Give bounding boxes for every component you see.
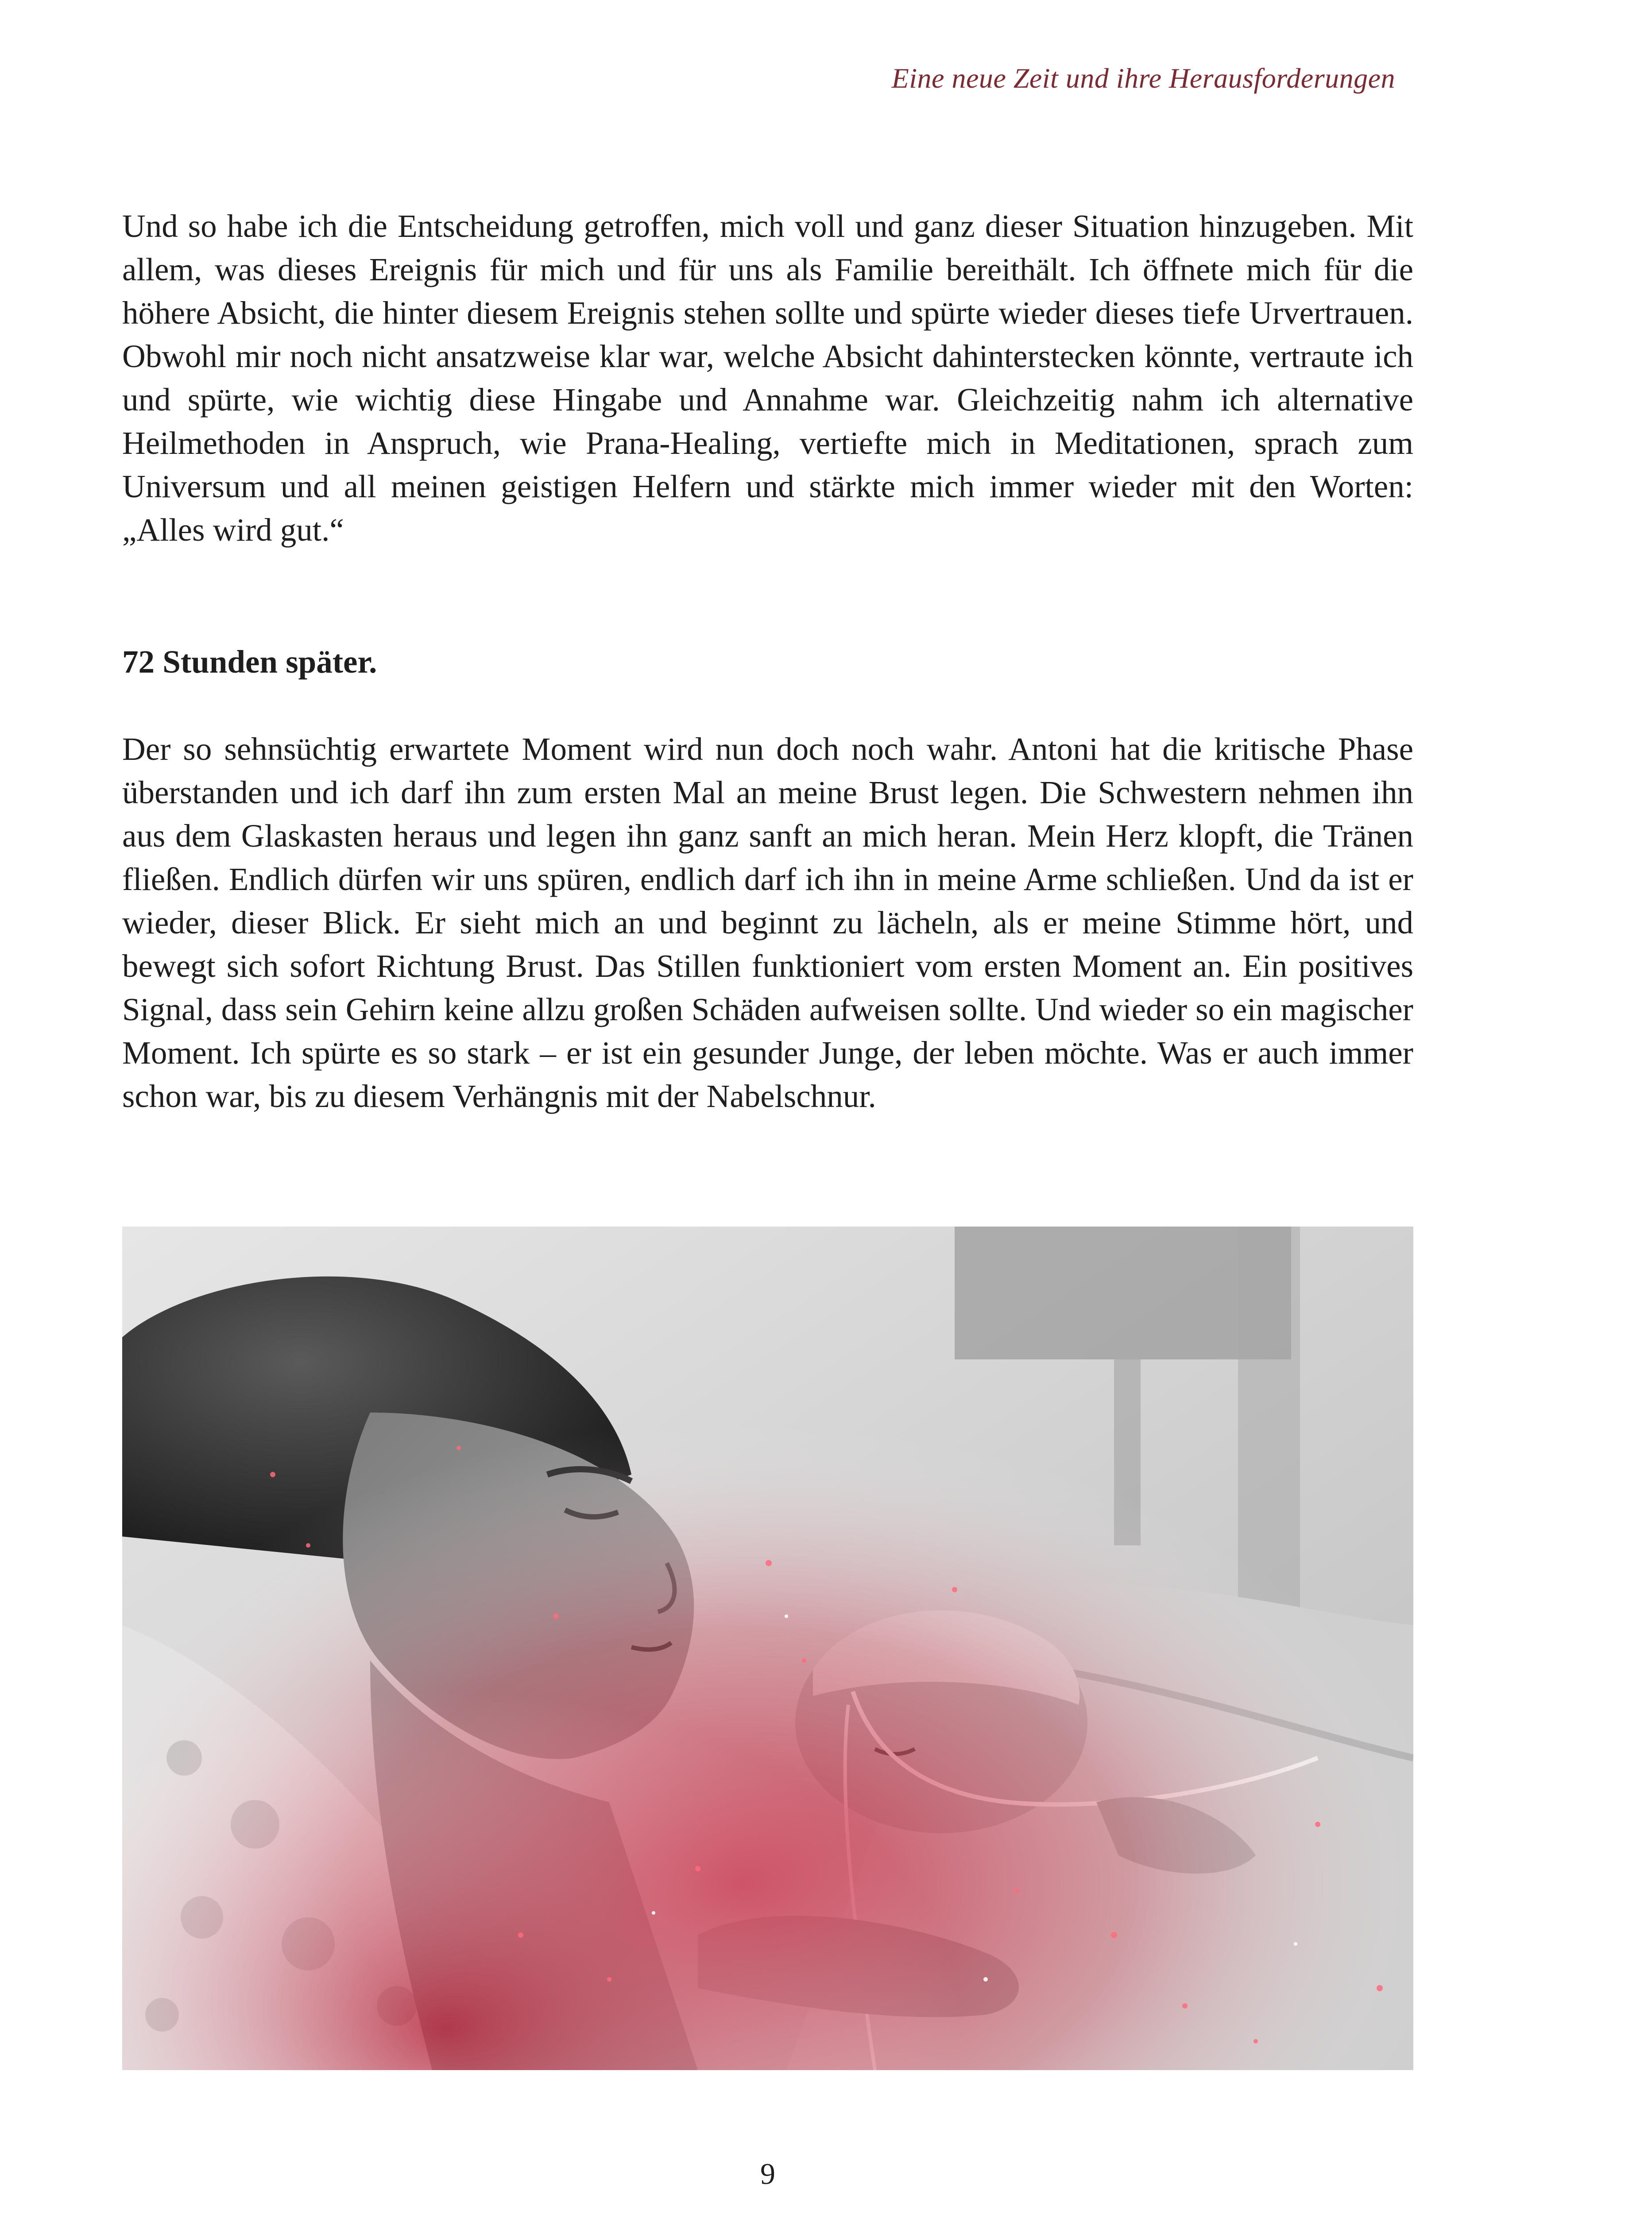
running-header: Eine neue Zeit und ihre Herausforderungen (891, 62, 1395, 94)
paragraph-surrender: Und so habe ich die Entscheidung getroffen, mich voll und ganz dieser Situation hinzugeben. Mit allem, was dieses Ereignis für mich und für uns als Familie bereithält. Ich öffnete mich für die höhere Absicht, die hinter diesem Ereignis stehen sollte und spürte wieder dieses tiefe Urvertrauen. Obwohl mir noch nicht ansatzweise klar war, welche Absicht dahinterstecken könnte, vertraute ich und spürte, wie wichtig diese Hingabe und Annahme war. Gleichzeitig nahm ich alternative Heilmethoden in Anspruch, wie Prana-Healing, vertiefte mich in Meditationen, sprach zum Universum und all meinen geistigen Helfern und stärkte mich immer wieder mit den Worten: „Alles wird gut.“ (122, 208, 1413, 548)
mother-newborn-photo (122, 1227, 1413, 2070)
page-number: 9 (760, 2157, 775, 2191)
section-subheading: 72 Stunden später. (122, 644, 377, 680)
paragraph-first-breastfeeding: Der so sehnsüchtig erwartete Moment wird nun doch noch wahr. Antoni hat die kritische Phase überstanden und ich darf ihn zum ersten Mal an meine Brust legen. Die Schwestern nehmen ihn aus dem Glaskasten heraus und legen ihn ganz sanft an mich heran. Mein Herz klopft, die Tränen fließen. Endlich dürfen wir uns spüren, endlich darf ich ihn in meine Arme schließen. Und da ist er wieder, dieser Blick. Er sieht mich an und beginnt zu lächeln, als er meine Stimme hört, und bewegt sich sofort Richtung Brust. Das Stillen funktioniert vom ersten Moment an. Ein positives Signal, dass sein Gehirn keine allzu großen Schäden aufweisen sollte. Und wieder so ein magischer Moment. Ich spürte es so stark – er ist ein gesunder Junge, der leben möchte. Was er auch immer schon war, bis zu diesem Verhängnis mit der Nabelschnur. (122, 731, 1413, 1114)
